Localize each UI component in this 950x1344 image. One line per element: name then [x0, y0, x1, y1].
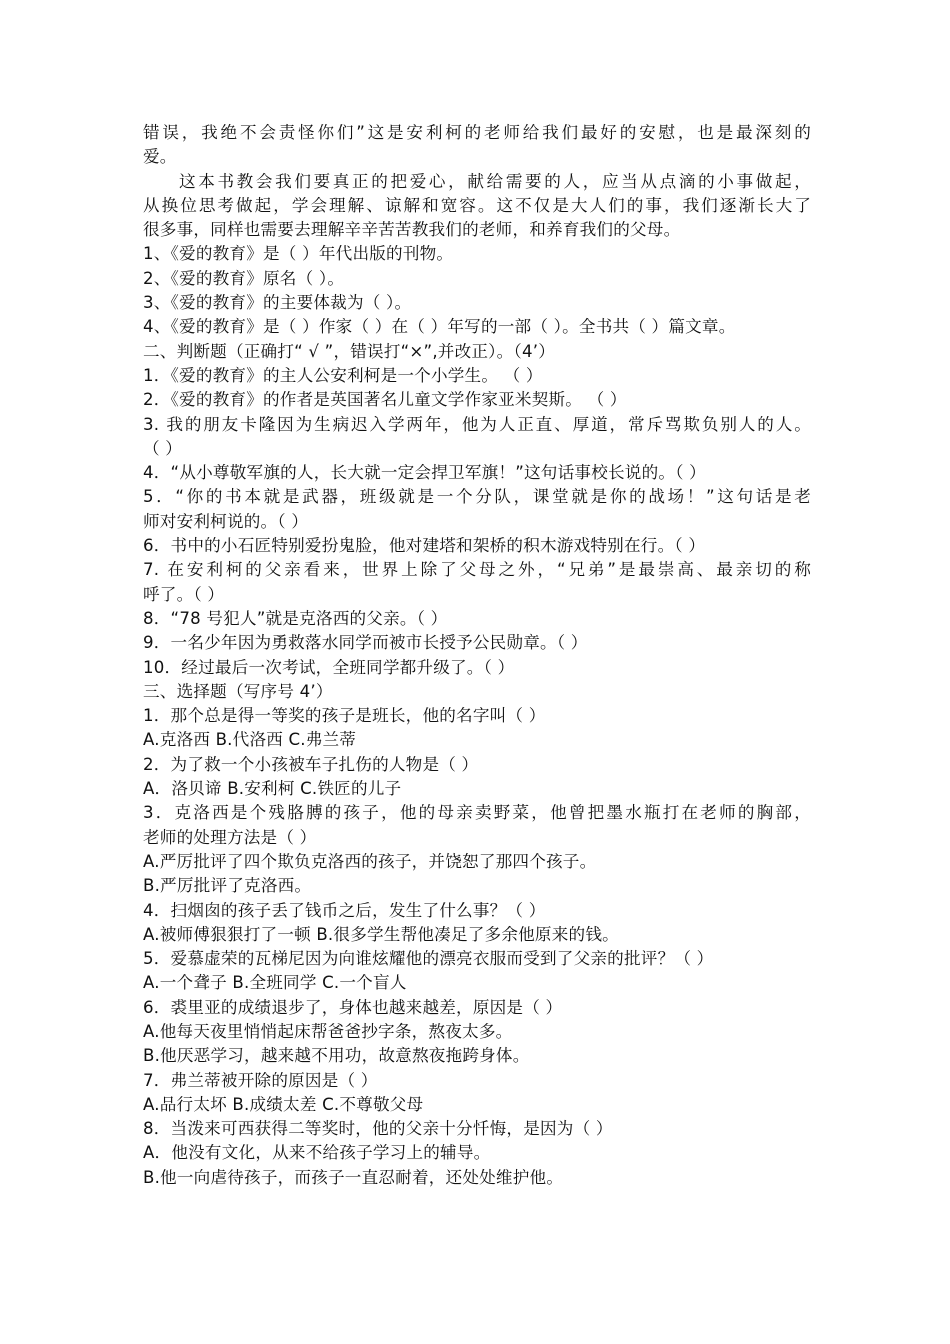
- text-line: 5．“你的书本就是武器，班级就是一个分队，课堂就是你的战场！”这句话是老: [143, 487, 811, 507]
- text-line: 从换位思考做起，学会理解、谅解和宽容。这不仅是大人们的事，我们逐渐长大了: [143, 195, 811, 215]
- text-line: 4．扫烟囱的孩子丢了钱币之后，发生了什么事？（ ）: [143, 900, 546, 920]
- text-line: 8．当泼来可西获得二等奖时，他的父亲十分忏悔，是因为（ ）: [143, 1119, 613, 1139]
- text-line: 6．书中的小石匠特别爱扮鬼脸，他对建塔和架桥的积木游戏特别在行。（ ）: [143, 536, 706, 556]
- text-line: A.严厉批评了四个欺负克洛西的孩子，并饶恕了那四个孩子。: [143, 851, 597, 871]
- text-line: 3．克洛西是个残胳膊的孩子，他的母亲卖野菜，他曾把墨水瓶打在老师的胸部，: [143, 803, 811, 823]
- text-line: 2．为了救一个小孩被车子扎伤的人物是（ ）: [143, 754, 479, 774]
- text-line: 9．一名少年因为勇救落水同学而被市长授予公民勋章。（ ）: [143, 633, 588, 653]
- text-line: 爱。: [143, 147, 177, 167]
- text-line: A．他没有文化，从来不给孩子学习上的辅导。: [143, 1143, 491, 1163]
- text-line: B.他厌恶学习，越来越不用功，故意熬夜拖跨身体。: [143, 1046, 530, 1066]
- text-line: 7．弗兰蒂被开除的原因是（ ）: [143, 1070, 378, 1090]
- text-line: 6．裘里亚的成绩退步了，身体也越来越差，原因是（ ）: [143, 997, 563, 1017]
- text-line: A.一个聋子 B.全班同学 C.一个盲人: [143, 973, 407, 993]
- text-line: 这本书教会我们要真正的把爱心，献给需要的人，应当从点滴的小事做起，: [179, 171, 811, 191]
- text-line: A.被师傅狠狠打了一顿 B.很多学生帮他凑足了多余他原来的钱。: [143, 924, 619, 944]
- text-line: 1、《爱的教育》是（ ）年代出版的刊物。: [143, 244, 454, 264]
- text-line: 10．经过最后一次考试，全班同学都升级了。（ ）: [143, 657, 515, 677]
- text-line: B.严厉批评了克洛西。: [143, 876, 312, 896]
- text-line: 5．爱慕虚荣的瓦梯尼因为向谁炫耀他的漂亮衣服而受到了父亲的批评？（ ）: [143, 949, 714, 969]
- text-line: 老师的处理方法是（ ）: [143, 827, 317, 847]
- text-line: A.克洛西 B.代洛西 C.弗兰蒂: [143, 730, 357, 750]
- text-line: 4、《爱的教育》是（ ）作家（ ）在（ ）年写的一部（ ）。全书共（ ）篇文章。: [143, 317, 736, 337]
- text-line: 2、《爱的教育》原名（ ）。: [143, 268, 345, 288]
- text-line: B.他一向虐待孩子，而孩子一直忍耐着，还处处维护他。: [143, 1167, 564, 1187]
- text-line: A．洛贝谛 B.安利柯 C.铁匠的儿子: [143, 779, 402, 799]
- text-line: 2．《爱的教育》的作者是英国著名儿童文学作家亚米契斯。 （ ）: [143, 390, 627, 410]
- document-page: [143, 121, 811, 1190]
- text-line: A.他每天夜里悄悄起床帮爸爸抄字条，熬夜太多。: [143, 1021, 513, 1041]
- text-line: 7. 在安利柯的父亲看来，世界上除了父母之外，“兄弟”是最崇高、最亲切的称: [143, 560, 811, 580]
- text-line: 呼了。（ ）: [143, 584, 225, 604]
- text-line: 3、《爱的教育》的主要体裁为（ ）。: [143, 293, 412, 313]
- text-line: 3. 我的朋友卡隆因为生病迟入学两年，他为人正直、厚道，常斥骂欺负别人的人。: [143, 414, 811, 434]
- text-line: 很多事，同样也需要去理解辛辛苦苦教我们的老师，和养育我们的父母。: [143, 220, 681, 240]
- text-line: 1．《爱的教育》的主人公安利柯是一个小学生。 （ ）: [143, 365, 543, 385]
- text-line: 8．“78 号犯人”就是克洛西的父亲。（ ）: [143, 608, 448, 628]
- text-line: 1．那个总是得一等奖的孩子是班长，他的名字叫（ ）: [143, 706, 546, 726]
- text-line: A.品行太坏 B.成绩太差 C.不尊敬父母: [143, 1094, 424, 1114]
- text-line: 三、选择题（写序号 4’）: [143, 681, 333, 701]
- text-line: （ ）: [143, 438, 183, 458]
- text-line: 错误，我绝不会责怪你们”这是安利柯的老师给我们最好的安慰，也是最深刻的: [143, 123, 811, 142]
- text-line: 师对安利柯说的。（ ）: [143, 511, 309, 531]
- text-line: 二、判断题（正确打“ √ ”，错误打“×”,并改正）。（4’）: [143, 341, 555, 361]
- text-line: 4．“从小尊敬军旗的人，长大就一定会捍卫军旗！”这句话事校长说的。（ ）: [143, 463, 706, 483]
